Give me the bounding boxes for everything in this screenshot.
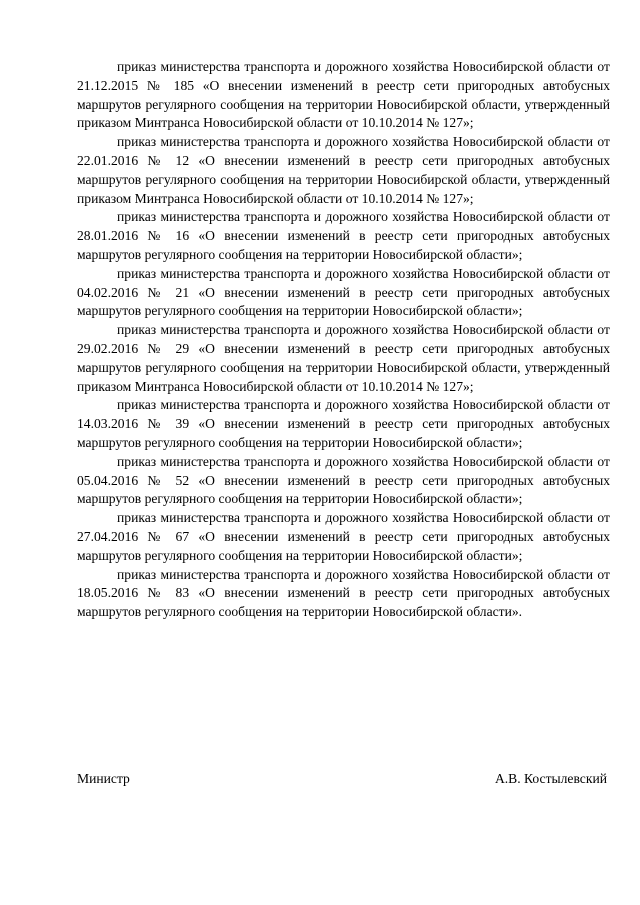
order-paragraph-8: приказ министерства транспорта и дорожного хозяйства Новосибирской области от 27.04.2016 № 67 «О внесении изменений в реестр сети пригородных автобусных маршрутов регулярного сообщения на территории Новосибирской области»; (77, 510, 610, 563)
document-body (77, 58, 610, 622)
order-paragraph-4: приказ министерства транспорта и дорожного хозяйства Новосибирской области от 04.02.2016 № 21 «О внесении изменений в реестр сети пригородных автобусных маршрутов регулярного сообщения на территории Новосибирской области»; (77, 265, 610, 319)
order-paragraph-2: приказ министерства транспорта и дорожного хозяйства Новосибирской области от 22.01.2016 № 12 «О внесении изменений в реестр сети пригородных автобусных маршрутов регулярного сообщения на территории Новосибирской области, утвержденный приказом Минтранса Новосибирской области от 10.10.2014 № 127»; (77, 134, 610, 206)
order-paragraph-3: приказ министерства транспорта и дорожного хозяйства Новосибирской области от 28.01.2016 № 16 «О внесении изменений в реестр сети пригородных автобусных маршрутов регулярного сообщения на территории Новосибирской области»; (77, 209, 610, 262)
order-paragraph-6: приказ министерства транспорта и дорожного хозяйства Новосибирской области от 14.03.2016 № 39 «О внесении изменений в реестр сети пригородных автобусных маршрутов регулярного сообщения на территории Новосибирской области»; (77, 397, 610, 450)
signatory-name: А.В. Костылевский (494, 771, 607, 786)
order-paragraph-1: приказ министерства транспорта и дорожного хозяйства Новосибирской области от 21.12.2015 № 185 «О внесении изменений в реестр сети пригородных автобусных маршрутов регулярного сообщения на территории Новосибирской области, утвержденный приказом Минтранса Новосибирской области от 10.10.2014 № 127»; (77, 59, 610, 131)
signatory-title: Министр (77, 771, 130, 786)
order-paragraph-9: приказ министерства транспорта и дорожного хозяйства Новосибирской области от 18.05.2016 № 83 «О внесении изменений в реестр сети пригородных автобусных маршрутов регулярного сообщения на территории Новосибирской области». (77, 566, 610, 620)
order-paragraph-5: приказ министерства транспорта и дорожного хозяйства Новосибирской области от 29.02.2016 № 29 «О внесении изменений в реестр сети пригородных автобусных маршрутов регулярного сообщения на территории Новосибирской области, утвержденный приказом Минтранса Новосибирской области от 10.10.2014 № 127»; (77, 322, 610, 394)
order-paragraph-7: приказ министерства транспорта и дорожного хозяйства Новосибирской области от 05.04.2016 № 52 «О внесении изменений в реестр сети пригородных автобусных маршрутов регулярного сообщения на территории Новосибирской области»; (77, 453, 610, 507)
signature-block (77, 770, 607, 790)
